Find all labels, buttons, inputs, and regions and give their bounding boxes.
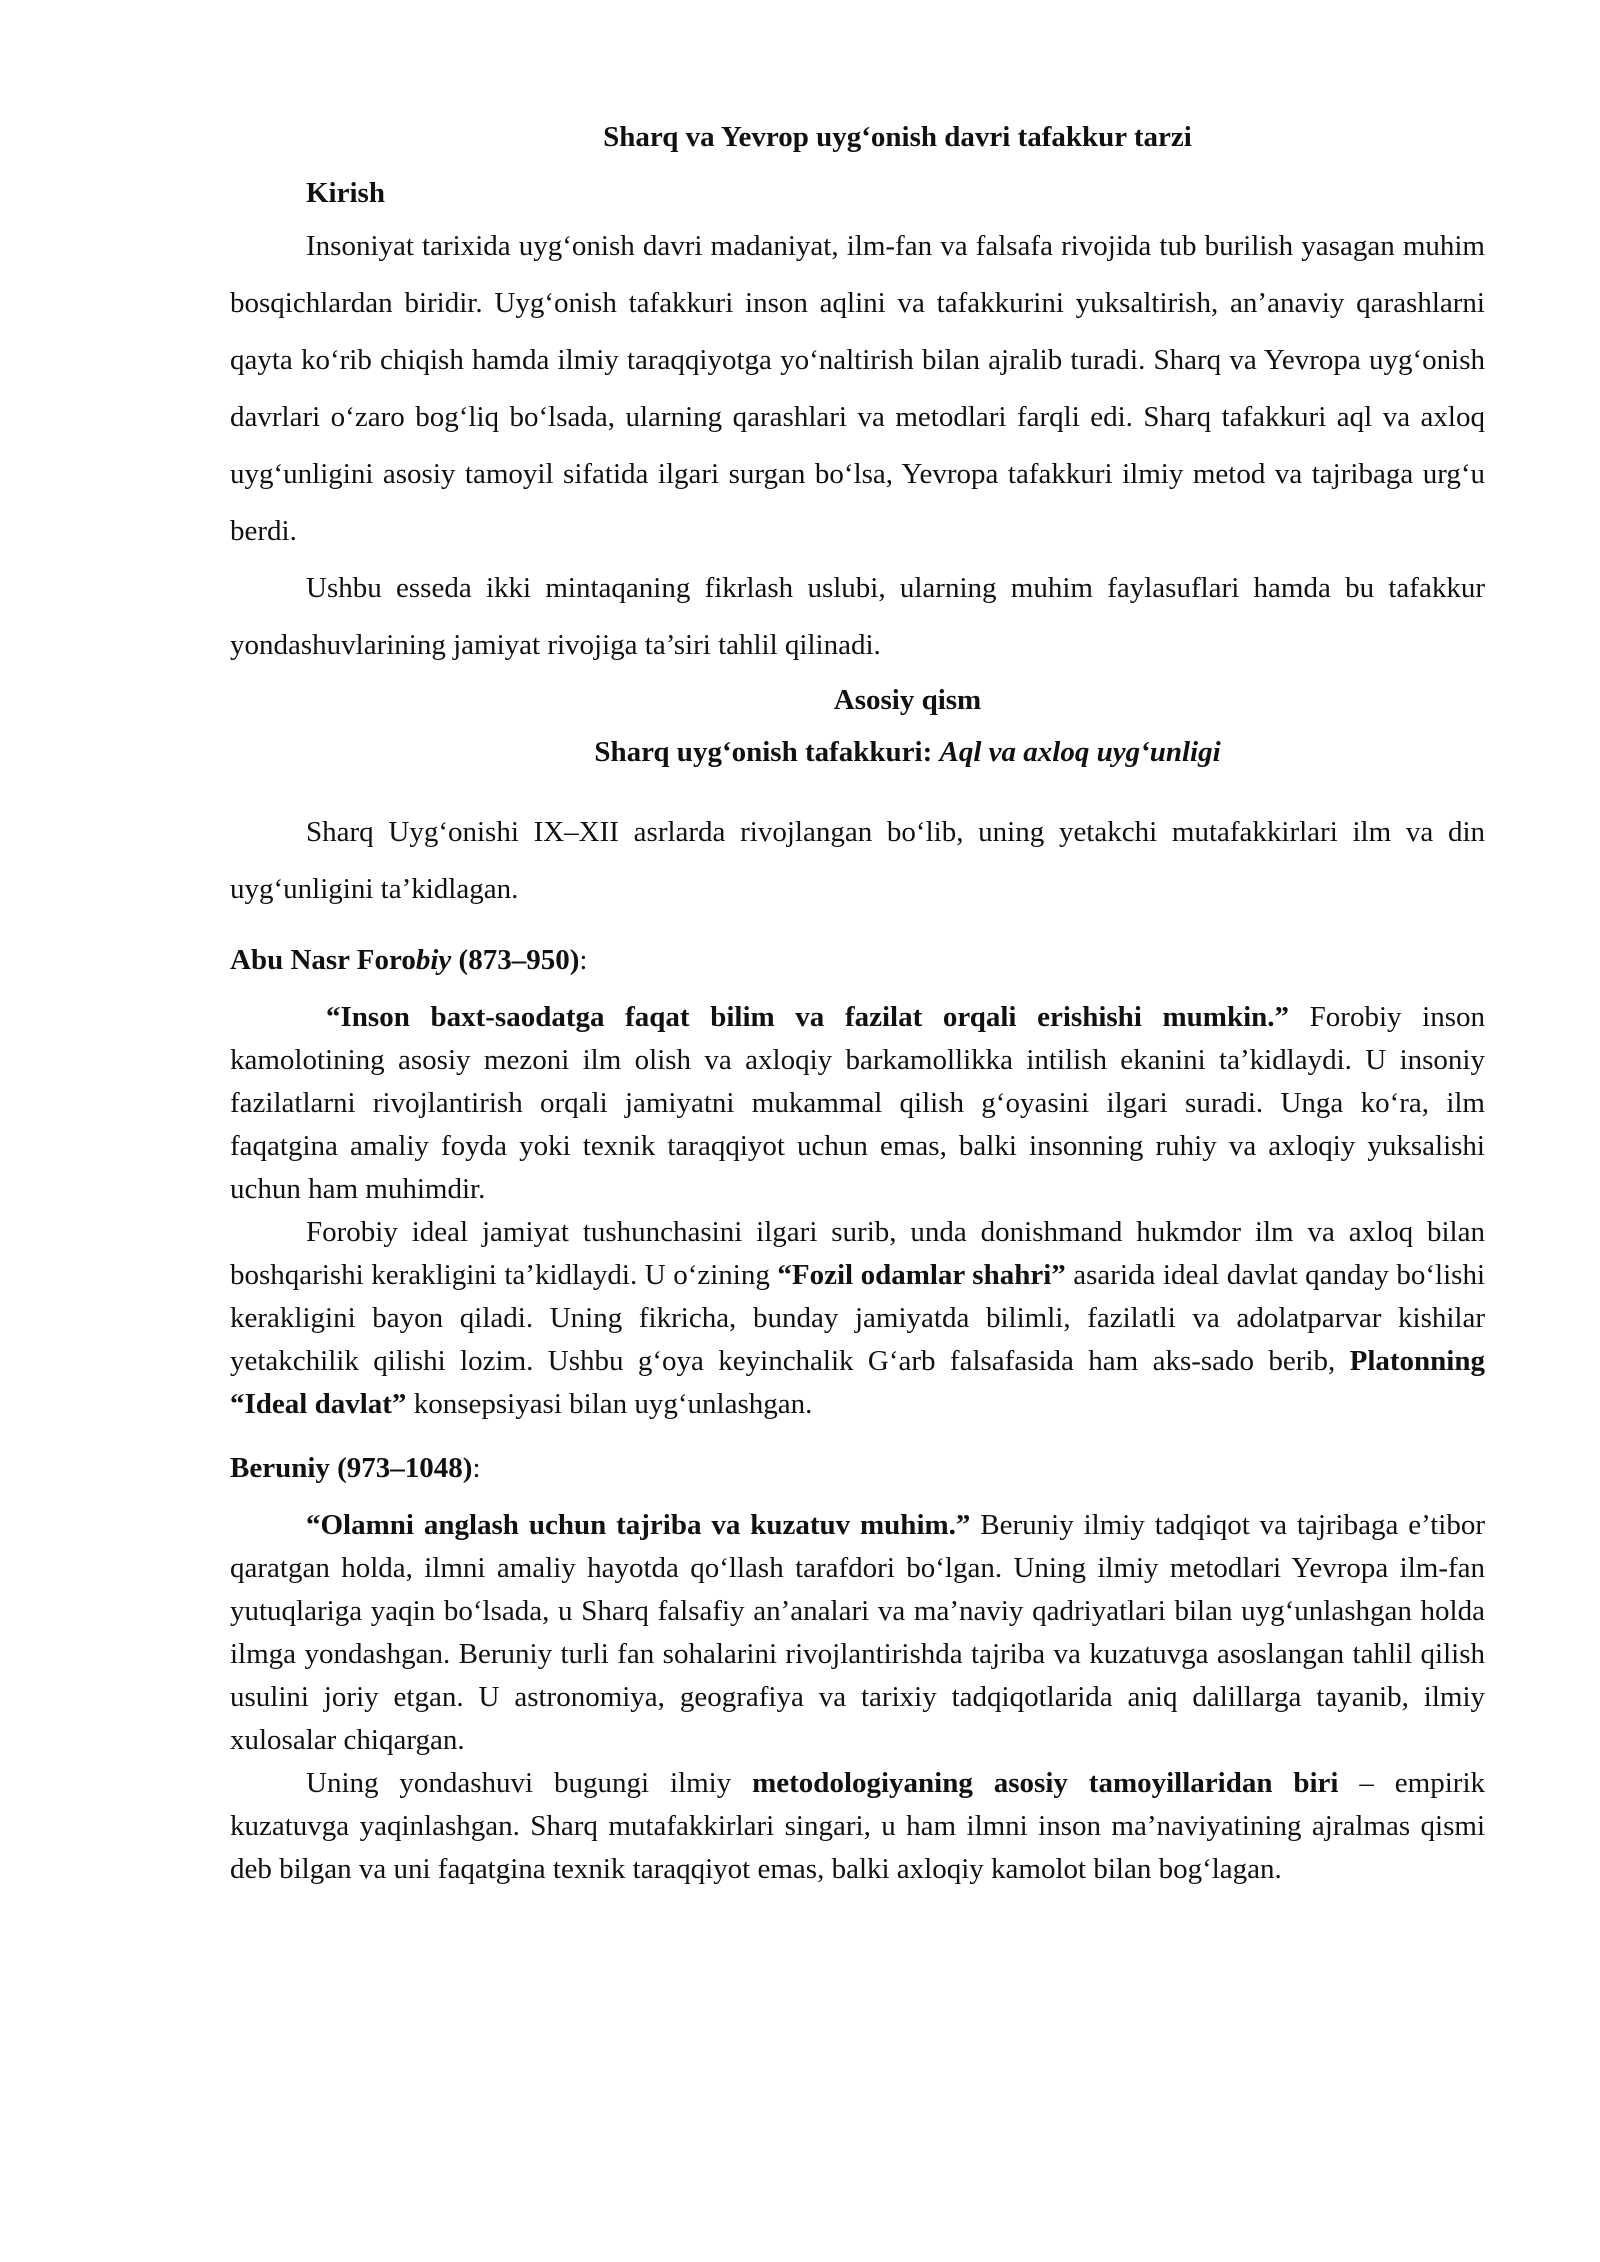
farabi-paragraph-2 — [230, 1211, 1485, 1426]
beruni-paragraph-2 — [230, 1762, 1485, 1891]
beruni-colon: : — [472, 1452, 481, 1484]
document-title: Sharq va Yevrop uyg‘onish davri tafakkur tarzi — [603, 121, 1192, 153]
farabi-name-c: (873–950) — [451, 944, 580, 976]
farabi-section — [230, 996, 1485, 1426]
beruni-paragraph-1-text: Beruniy ilmiy tadqiqot va tajribaga e’tibor qaratgan holda, ilmni amaliy hayotda qo‘llash tarafdori bo‘lgan. Uning ilmiy metodlari Yevropa ilm-fan yutuqlariga yaqin bo‘lsada, u Sharq falsafiy an’analari va ma’naviy qadriyatlari bilan uyg‘unlashgan holda ilmga yondashgan. Beruniy turli fan sohalarini rivojlantirishda tajriba va kuzatuvga asoslangan tahlil qilish usulini joriy etgan. U astronomiya, geografiya va tarixiy tadqiqotlarida aniq dalillarga tayanib, ilmiy xulosalar chiqargan. — [230, 1509, 1485, 1756]
plato-reference: Platonning “Ideal davlat” — [230, 1345, 1485, 1420]
farabi-heading — [230, 938, 1485, 982]
section-subheading — [230, 726, 1485, 778]
farabi-p2-text-a: Forobiy ideal jamiyat tushunchasini ilgari surib, unda donishmand hukmdor ilm va axloq bilan boshqarishi kerakligini ta’kidlaydi. U o‘zining — [230, 1216, 1485, 1291]
farabi-p2-text-e: konsepsiyasi bilan uyg‘unlashgan. — [406, 1388, 813, 1420]
beruni-p2-text-c: – empirik kuzatuvga yaqinlashgan. Sharq mutafakkirlari singari, u ham ilmni inson ma’naviyatining ajralmas qismi deb bilgan va uni faqatgina texnik taraqqiyot emas, balki axloqiy kamolot bilan bog‘lagan. — [230, 1767, 1486, 1885]
document-body — [230, 112, 1485, 1891]
intro-heading: Kirish — [306, 177, 385, 209]
beruni-paragraph-1 — [230, 1504, 1485, 1762]
subheading-italic: Aql va axloq uyg‘unligi — [939, 736, 1221, 768]
beruni-quote: “Olamni anglash uchun tajriba va kuzatuv muhim.” — [306, 1509, 971, 1541]
farabi-work-title: “Fozil odamlar shahri” — [777, 1259, 1066, 1291]
farabi-paragraph-1-text: Forobiy inson kamolotining asosiy mezoni ilm olish va axloqiy barkamollikka intilish ekanini ta’kidlaydi. U insoniy fazilatlarni rivojlantirish orqali jamiyatni mukammal qilish g‘oyasini ilgari suradi. Unga ko‘ra, ilm faqatgina amaliy foyda yoki texnik taraqqiyot uchun emas, balki insonning ruhiy va axloqiy yuksalishi uchun ham muhimdir. — [230, 1001, 1486, 1205]
east-paragraph-1: Sharq Uyg‘onishi IX–XII asrlarda rivojlangan bo‘lib, uning yetakchi mutafakkirlari ilm va din uyg‘unligini ta’kidlagan. — [230, 816, 1485, 905]
farabi-p2-text-c: asarida ideal davlat qanday bo‘lishi kerakligini bayon qiladi. Uning fikricha, bunday jamiyatda bilimli, fazilatli va adolatparvar kishilar yetakchilik qilishi lozim. Ushbu g‘oya keyinchalik G‘arb falsafasida ham aks-sado berib, — [230, 1259, 1486, 1377]
farabi-name-a: Abu Nasr Foro — [230, 944, 416, 976]
intro-paragraph-2: Ushbu esseda ikki mintaqaning fikrlash uslubi, ularning muhim faylasuflari hamda bu tafakkur yondashuvlarining jamiyat rivojiga ta’siri tahlil qilinadi. — [230, 572, 1485, 661]
beruni-section — [230, 1504, 1485, 1891]
methodology-phrase: metodologiyaning asosiy tamoyillaridan biri — [752, 1767, 1339, 1799]
beruni-p2-text-a: Uning yondashuvi bugungi ilmiy — [306, 1767, 753, 1799]
beruni-name: Beruniy (973–1048) — [230, 1452, 473, 1484]
main-heading: Asosiy qism — [833, 684, 982, 716]
farabi-paragraph-1 — [230, 996, 1485, 1211]
farabi-colon: : — [579, 944, 588, 976]
beruni-heading — [230, 1446, 1485, 1490]
farabi-quote: “Inson baxt-saodatga faqat bilim va fazilat orqali erishishi mumkin.” — [326, 1001, 1290, 1033]
farabi-name-b: biy — [415, 944, 452, 976]
intro-section — [230, 218, 1485, 674]
east-intro-section — [230, 804, 1485, 918]
intro-paragraph-1: Insoniyat tarixida uyg‘onish davri madaniyat, ilm-fan va falsafa rivojida tub burilish yasagan muhim bosqichlardan biridir. Uyg‘onish tafakkuri inson aqlini va tafakkurini yuksaltirish, an’anaviy qarashlarni qayta ko‘rib chiqish hamda ilmiy taraqqiyotga yo‘naltirish bilan ajralib turadi. Sharq va Yevropa uyg‘onish davrlari o‘zaro bog‘liq bo‘lsada, ularning qarashlari va metodlari farqli edi. Sharq tafakkuri aql va axloq uyg‘unligini asosiy tamoyil sifatida ilgari surgan bo‘lsa, Yevropa tafakkuri ilmiy metod va tajribaga urg‘u berdi. — [230, 230, 1485, 547]
subheading-bold: Sharq uyg‘onish tafakkuri: — [594, 736, 940, 768]
